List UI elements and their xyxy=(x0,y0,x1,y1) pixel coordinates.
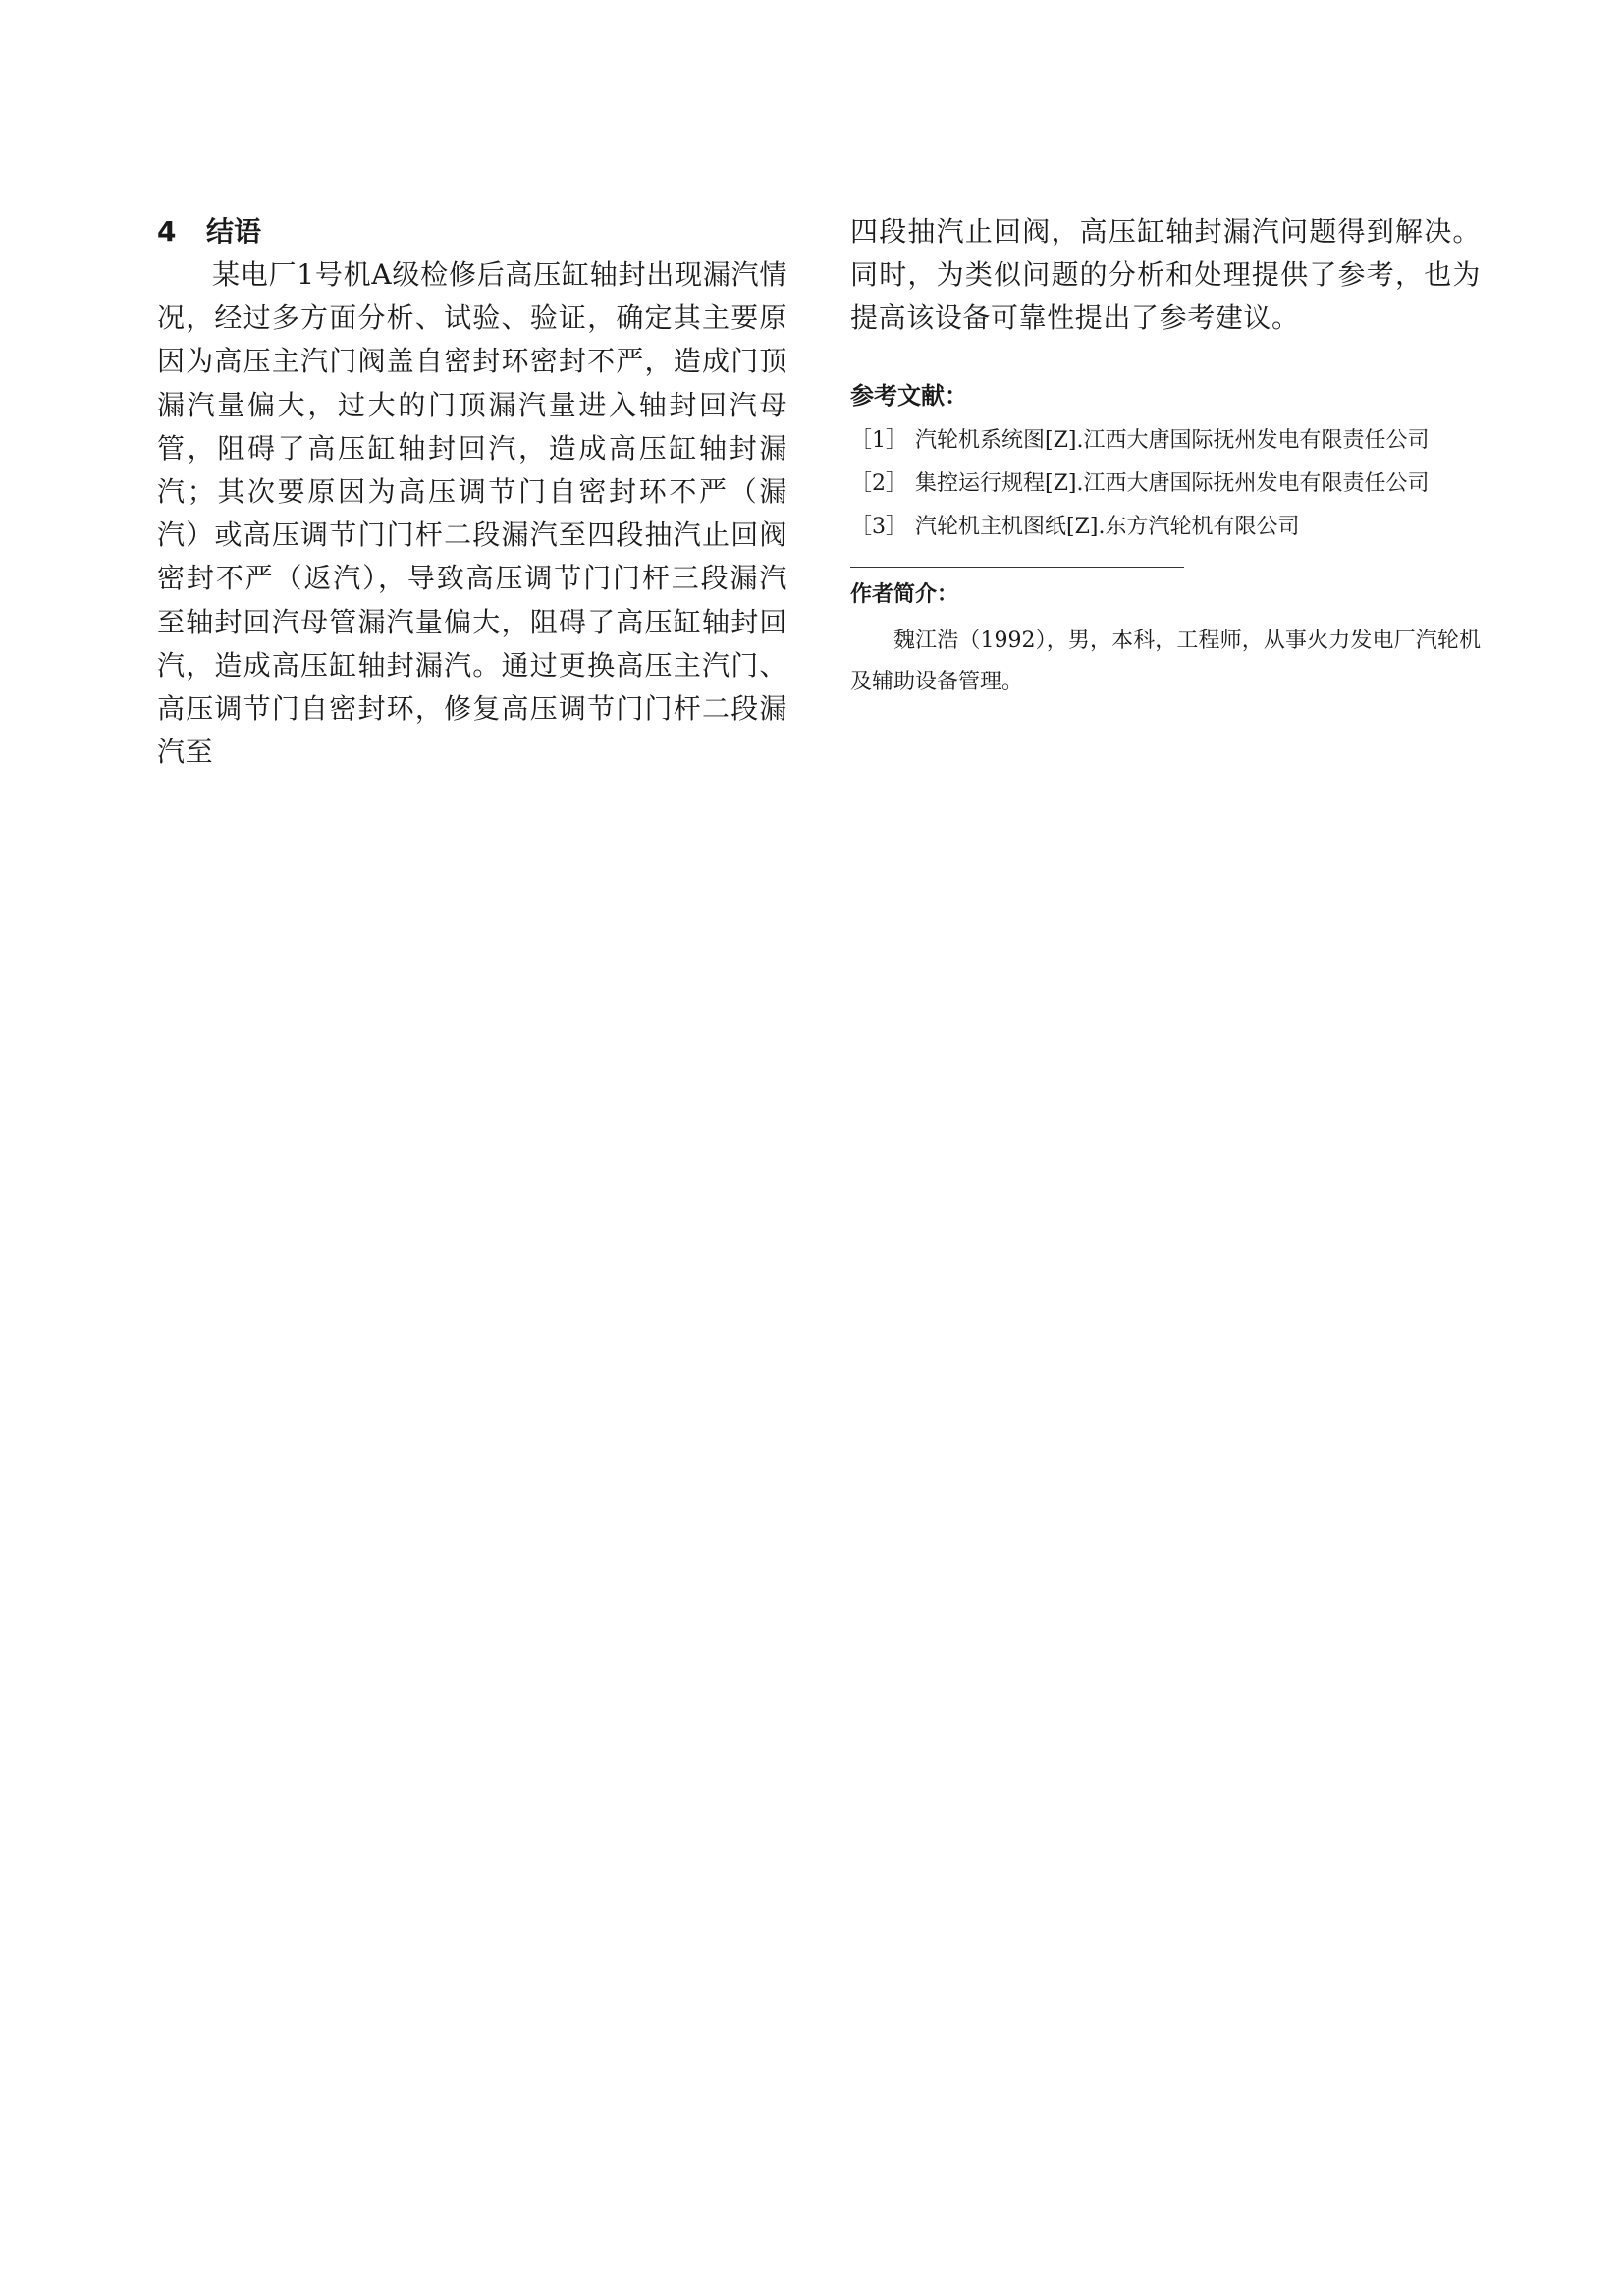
left-column xyxy=(157,210,787,774)
reference-number: ［2］ xyxy=(850,470,907,496)
references-heading: 参考文献： xyxy=(850,381,968,410)
author-bio: 魏江浩（1992），男，本科，工程师，从事火力发电厂汽轮机及辅助设备管理。 xyxy=(850,628,1481,694)
reference-text: 集控运行规程[Z].江西大唐国际抚州发电有限责任公司 xyxy=(915,470,1430,496)
section-title: 结语 xyxy=(206,215,262,247)
reference-text: 汽轮机主机图纸[Z].东方汽轮机有限公司 xyxy=(915,514,1300,539)
section-number: 4 xyxy=(157,215,177,247)
right-column xyxy=(850,210,1481,703)
author-heading: 作者简介： xyxy=(850,581,959,607)
conclusion-paragraph-continued: 四段抽汽止回阀，高压缸轴封漏汽问题得到解决。同时，为类似问题的分析和处理提供了参考，也为提高该设备可靠性提出了参考建议。 xyxy=(850,215,1481,335)
conclusion-paragraph: 某电厂1号机A级检修后高压缸轴封出现漏汽情况，经过多方面分析、试验、验证，确定其主要原因为高压主汽门阀盖自密封环密封不严，造成门顶漏汽量偏大，过大的门顶漏汽量进入轴封回汽母管，阻碍了高压缸轴封回汽，造成高压缸轴封漏汽；其次要原因为高压调节门自密封环不严（漏汽）或高压调节门门杆二段漏汽至四段抽汽止回阀密封不严（返汽），导致高压调节门门杆三段漏汽至轴封回汽母管漏汽量偏大，阻碍了高压缸轴封回汽，造成高压缸轴封漏汽。通过更换高压主汽门、高压调节门自密封环，修复高压调节门门杆二段漏汽至 xyxy=(157,258,787,769)
reference-number: ［3］ xyxy=(850,514,907,539)
reference-number: ［1］ xyxy=(850,427,907,453)
section-heading xyxy=(157,210,787,253)
reference-list xyxy=(850,419,1481,549)
reference-text: 汽轮机系统图[Z].江西大唐国际抚州发电有限责任公司 xyxy=(915,427,1430,453)
reference-item xyxy=(850,506,1481,549)
footnote-divider xyxy=(850,567,1184,568)
reference-item xyxy=(850,419,1481,463)
reference-item xyxy=(850,463,1481,506)
